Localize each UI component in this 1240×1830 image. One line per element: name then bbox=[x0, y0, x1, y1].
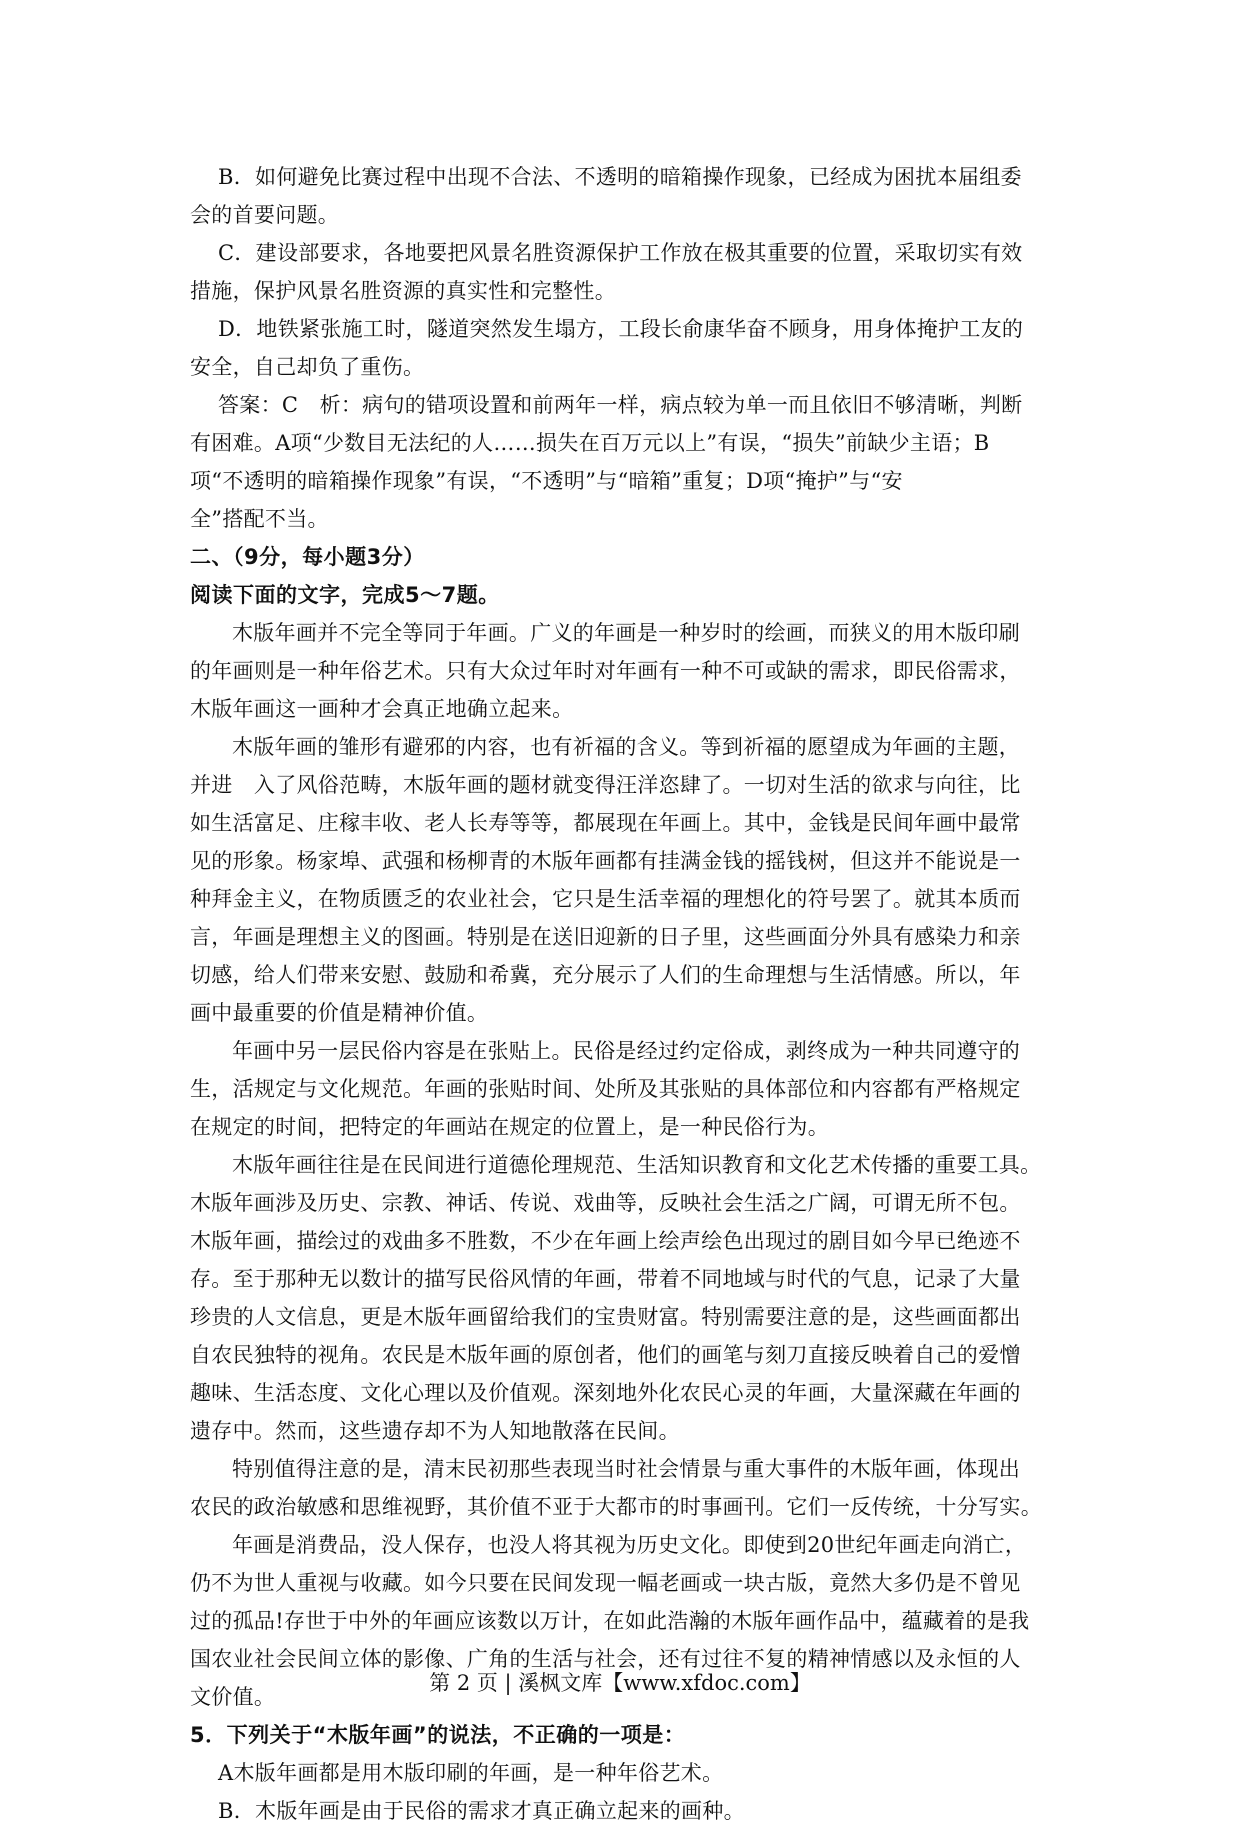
passage-p2-line-5: 种拜金主义，在物质匮乏的农业社会，它只是生活幸福的理想化的符号罢了。就其本质而 bbox=[190, 887, 1021, 911]
question-5-option-b: B．木版年画是由于民俗的需求才真正确立起来的画种。 bbox=[218, 1799, 745, 1823]
question-5-option-a: A木版年画都是用木版印刷的年画，是一种年俗艺术。 bbox=[218, 1761, 724, 1785]
passage-p1-line-3: 木版年画这一画种才会真正地确立起来。 bbox=[190, 697, 574, 721]
passage-p4-line-8: 遗存中。然而，这些遗存却不为人知地散落在民间。 bbox=[190, 1419, 680, 1443]
option-b-line-1: B．如何避免比赛过程中出现不合法、不透明的暗箱操作现象，已经成为困扰本届组委 bbox=[218, 165, 1022, 189]
passage-p2-line-4: 见的形象。杨家埠、武强和杨柳青的木版年画都有挂满金钱的摇钱树，但这并不能说是一 bbox=[190, 849, 1021, 873]
passage-p4-line-5: 珍贵的人文信息，更是木版年画留给我们的宝贵财富。特别需要注意的是，这些画面都出 bbox=[190, 1305, 1021, 1329]
passage-p3-line-2: 生，活规定与文化规范。年画的张贴时间、处所及其张贴的具体部位和内容都有严格规定 bbox=[190, 1077, 1021, 1101]
reading-instruction: 阅读下面的文字，完成5～7题。 bbox=[190, 583, 500, 607]
passage-p2-line-3: 如生活富足、庄稼丰收、老人长寿等等，都展现在年画上。其中，金钱是民间年画中最常 bbox=[190, 811, 1021, 835]
passage-p1-line-2: 的年画则是一种年俗艺术。只有大众过年时对年画有一种不可或缺的需求，即民俗需求， bbox=[190, 659, 1021, 683]
passage-p2-line-1: 木版年画的雏形有避邪的内容，也有祈福的含义。等到祈福的愿望成为年画的主题， bbox=[232, 735, 1021, 759]
passage-p6-line-4: 国农业社会民间立体的影像、广角的生活与社会，还有过往不复的精神情感以及永恒的人 bbox=[190, 1647, 1021, 1671]
passage-p4-line-1: 木版年画往往是在民间进行道德伦理规范、生活知识教育和文化艺术传播的重要工具。 bbox=[232, 1153, 1042, 1177]
passage-p2-line-2: 并进 入了风俗范畴，木版年画的题材就变得汪洋恣肆了。一切对生活的欲求与向往，比 bbox=[190, 773, 1021, 797]
passage-p2-line-7: 切感，给人们带来安慰、鼓励和希冀，充分展示了人们的生命理想与生活情感。所以，年 bbox=[190, 963, 1021, 987]
answer-line-2: 有困难。A项“少数目无法纪的人……损失在百万元以上”有误，“损失”前缺少主语；B bbox=[190, 431, 990, 455]
passage-p2-line-8: 画中最重要的价值是精神价值。 bbox=[190, 1001, 489, 1025]
page-footer: 第 2 页 | 溪枫文库【www.xfdoc.com】 bbox=[429, 1671, 811, 1695]
passage-p6-line-5: 文价值。 bbox=[190, 1685, 276, 1709]
passage-p6-line-1: 年画是消费品，没人保存，也没人将其视为历史文化。即使到20世纪年画走向消亡， bbox=[232, 1533, 1027, 1557]
document-page bbox=[190, 158, 1060, 1830]
passage-p4-line-6: 自农民独特的视角。农民是木版年画的原创者，他们的画笔与刻刀直接反映着自己的爱憎 bbox=[190, 1343, 1021, 1367]
answer-line-1: 答案：C 析：病句的错项设置和前两年一样，病点较为单一而且依旧不够清晰，判断 bbox=[218, 393, 1023, 417]
passage-p6-line-2: 仍不为世人重视与收藏。如今只要在民间发现一幅老画或一块古版，竟然大多仍是不曾见 bbox=[190, 1571, 1021, 1595]
option-c-line-2: 措施，保护风景名胜资源的真实性和完整性。 bbox=[190, 279, 616, 303]
passage-p4-line-7: 趣味、生活态度、文化心理以及价值观。深刻地外化农民心灵的年画，大量深藏在年画的 bbox=[190, 1381, 1021, 1405]
option-d-line-1: D．地铁紧张施工时，隧道突然发生塌方，工段长俞康华奋不顾身，用身体掩护工友的 bbox=[218, 317, 1024, 341]
option-d-line-2: 安全，自己却负了重伤。 bbox=[190, 355, 425, 379]
option-c-line-1: C．建设部要求，各地要把风景名胜资源保护工作放在极其重要的位置，采取切实有效 bbox=[218, 241, 1023, 265]
section-heading: 二、（9分，每小题3分） bbox=[190, 545, 425, 569]
answer-line-3: 项“不透明的暗箱操作现象”有误，“不透明”与“暗箱”重复；D项“掩护”与“安 bbox=[190, 469, 903, 493]
option-b-line-2: 会的首要问题。 bbox=[190, 203, 340, 227]
answer-line-4: 全”搭配不当。 bbox=[190, 507, 329, 531]
question-5-stem: 5．下列关于“木版年画”的说法，不正确的一项是： bbox=[190, 1723, 686, 1747]
passage-p5-line-1: 特别值得注意的是，清末民初那些表现当时社会情景与重大事件的木版年画，体现出 bbox=[232, 1457, 1021, 1481]
passage-p4-line-3: 木版年画，描绘过的戏曲多不胜数，不少在年画上绘声绘色出现过的剧目如今早已绝迹不 bbox=[190, 1229, 1021, 1253]
passage-p3-line-3: 在规定的时间，把特定的年画站在规定的位置上，是一种民俗行为。 bbox=[190, 1115, 829, 1139]
passage-p1-line-1: 木版年画并不完全等同于年画。广义的年画是一种岁时的绘画，而狭义的用木版印刷 bbox=[232, 621, 1021, 645]
passage-p6-line-3: 过的孤品!存世于中外的年画应该数以万计，在如此浩瀚的木版年画作品中，蕴藏着的是我 bbox=[190, 1609, 1030, 1633]
passage-p2-line-6: 言，年画是理想主义的图画。特别是在送旧迎新的日子里，这些画面分外具有感染力和亲 bbox=[190, 925, 1021, 949]
passage-p5-line-2: 农民的政治敏感和思维视野，其价值不亚于大都市的时事画刊。它们一反传统，十分写实。 bbox=[190, 1495, 1042, 1519]
passage-p4-line-2: 木版年画涉及历史、宗教、神话、传说、戏曲等，反映社会生活之广阔，可谓无所不包。 bbox=[190, 1191, 1021, 1215]
passage-p4-line-4: 存。至于那种无以数计的描写民俗风情的年画，带着不同地域与时代的气息，记录了大量 bbox=[190, 1267, 1021, 1291]
passage-p3-line-1: 年画中另一层民俗内容是在张贴上。民俗是经过约定俗成，剥终成为一种共同遵守的 bbox=[232, 1039, 1021, 1063]
